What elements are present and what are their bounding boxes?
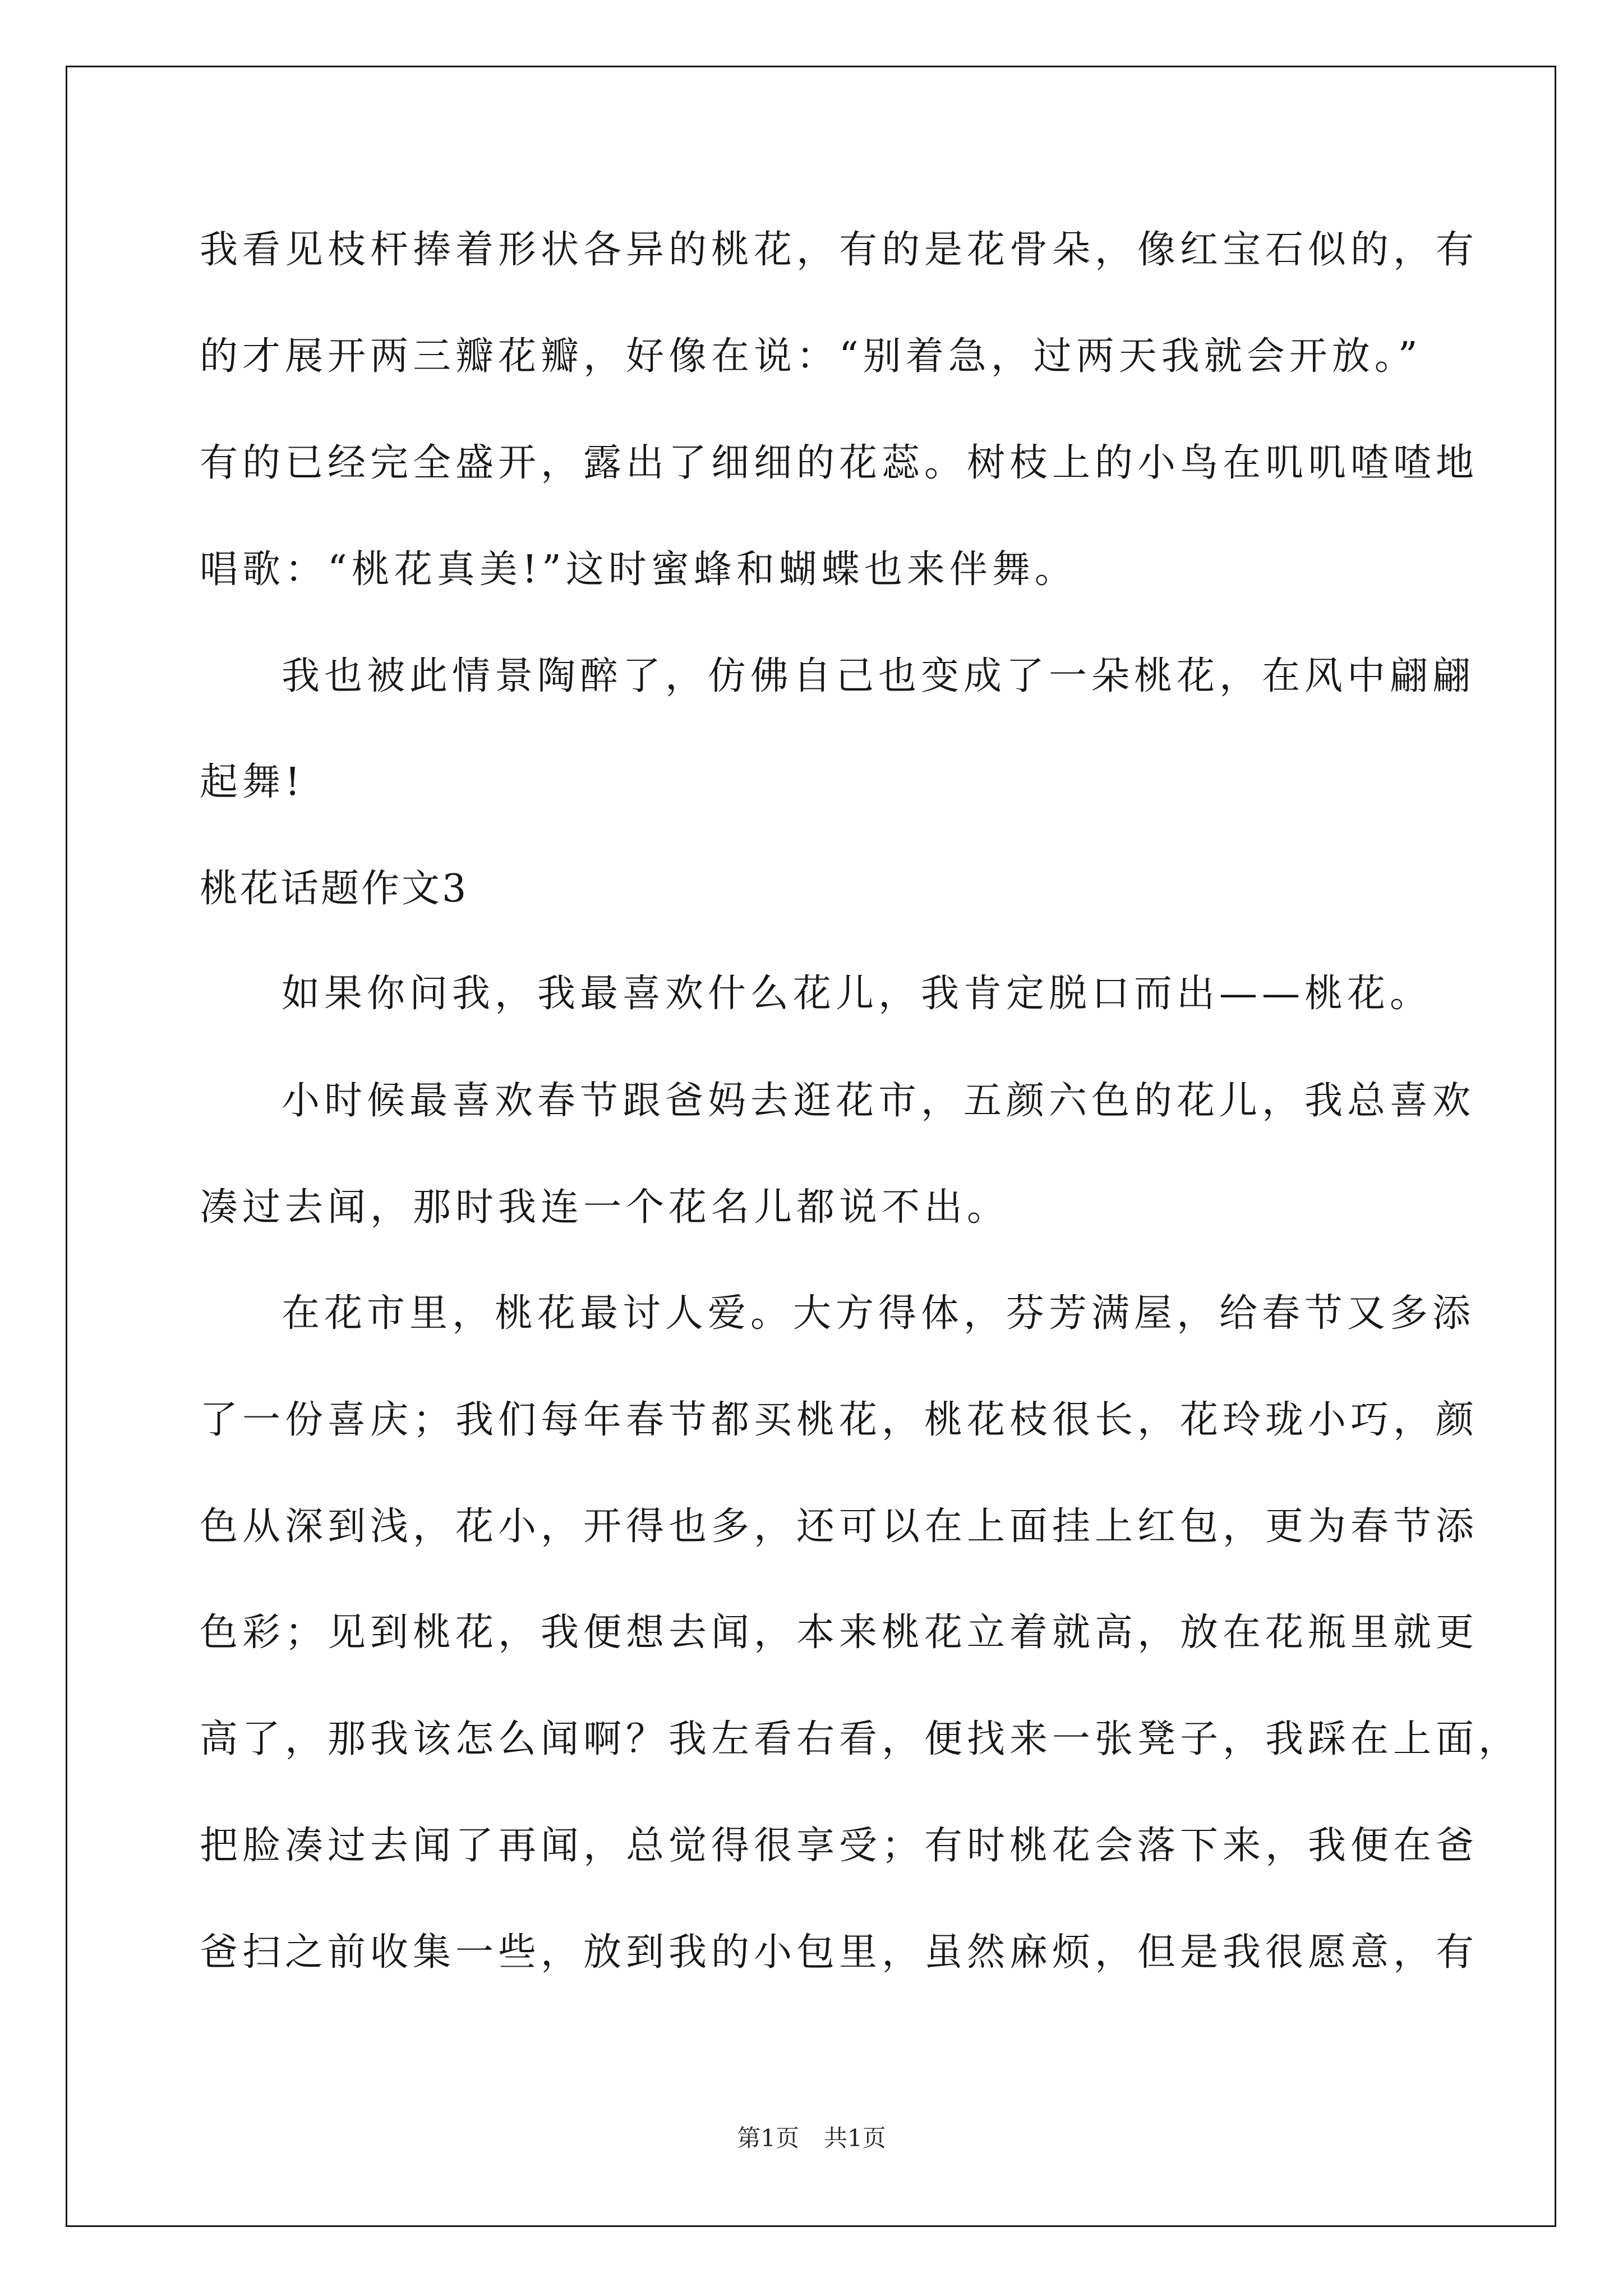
page-total: 共1页 — [824, 2124, 886, 2152]
paragraph-line: 唱歌：“桃花真美!”这时蜜蜂和蝴蝶也来伴舞。 — [200, 547, 1077, 592]
page-number: 第1页 — [737, 2124, 799, 2152]
paragraph-line: 起舞! — [200, 760, 305, 804]
paragraph-line: 有的已经完全盛开，露出了细细的花蕊。树枝上的小鸟在叽叽喳喳地 — [200, 441, 1479, 485]
paragraph-line: 我也被此情景陶醉了，仿佛自己也变成了一朵桃花，在风中翩翩 — [282, 654, 1476, 698]
paragraph-line: 了一份喜庆；我们每年春节都买桃花，桃花枝很长，花玲珑小巧，颜 — [200, 1398, 1479, 1442]
paragraph-line: 在花市里，桃花最讨人爱。大方得体，芬芳满屋，给春节又多添 — [282, 1291, 1476, 1336]
paragraph-line: 如果你问我，我最喜欢什么花儿，我肯定脱口而出——桃花。 — [282, 972, 1433, 1016]
section-heading: 桃花话题作文3 — [200, 867, 469, 911]
paragraph-line: 高了，那我该怎么闻啊？我左看右看，便找来一张凳子，我踩在上面， — [200, 1717, 1521, 1761]
paragraph-line: 小时候最喜欢春节跟爸妈去逛花市，五颜六色的花儿，我总喜欢 — [282, 1079, 1476, 1123]
paragraph-line: 爸扫之前收集一些，放到我的小包里，虽然麻烦，但是我很愿意，有 — [200, 1930, 1479, 1975]
paragraph-line: 色从深到浅，花小，开得也多，还可以在上面挂上红包，更为春节添 — [200, 1504, 1479, 1549]
paragraph-line: 的才展开两三瓣花瓣，好像在说：“别着急，过两天我就会开放。” — [200, 334, 1422, 379]
paragraph-line: 凑过去闻，那时我连一个花名儿都说不出。 — [200, 1185, 1010, 1230]
page-border — [66, 66, 1556, 2227]
paragraph-line: 把脸凑过去闻了再闻，总觉得很享受；有时桃花会落下来，我便在爸 — [200, 1824, 1479, 1868]
paragraph-line: 我看见枝杆捧着形状各异的桃花，有的是花骨朵，像红宝石似的，有 — [200, 228, 1479, 272]
paragraph-line: 色彩；见到桃花，我便想去闻，本来桃花立着就高，放在花瓶里就更 — [200, 1611, 1479, 1655]
page-footer — [0, 2123, 1623, 2154]
